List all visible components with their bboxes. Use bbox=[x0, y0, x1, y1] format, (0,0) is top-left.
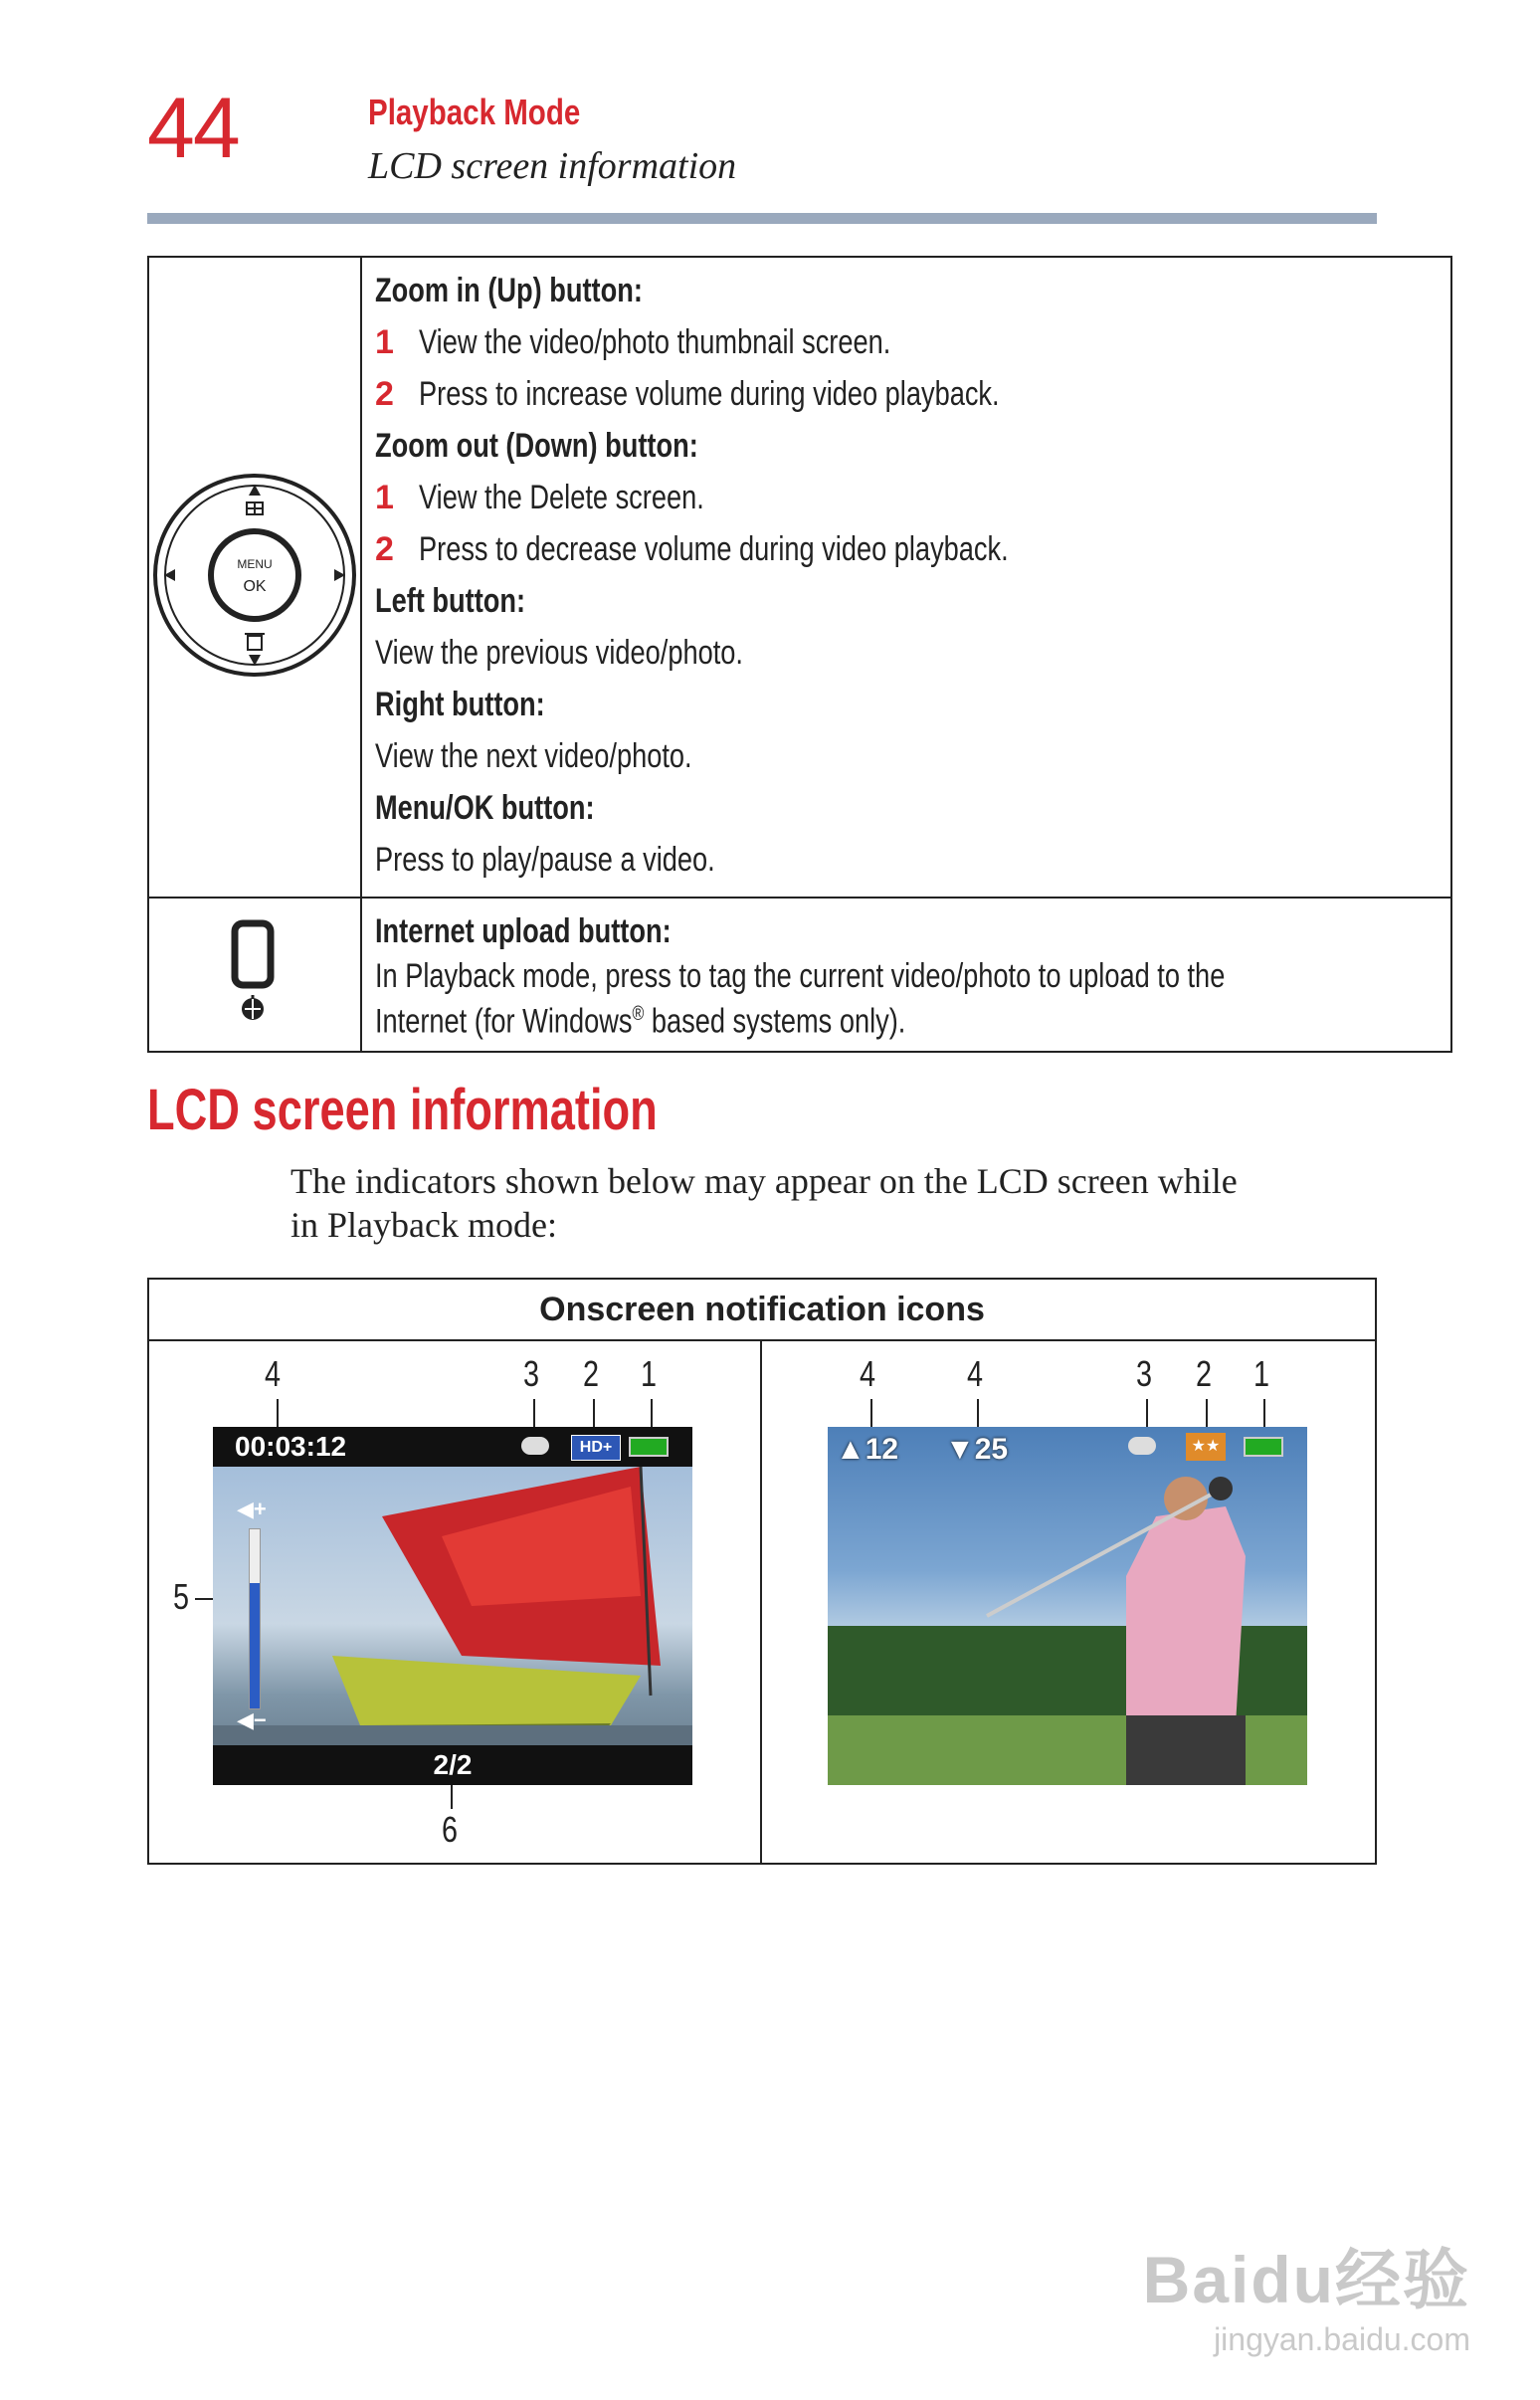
down-count: ▼25 bbox=[945, 1433, 1009, 1466]
dpad-icon-cell bbox=[148, 257, 361, 898]
hd-quality-badge: HD+ bbox=[571, 1435, 621, 1461]
zoom-in-item-2: Press to increase volume during video playback. bbox=[419, 375, 1000, 413]
right-leader-4b bbox=[977, 1399, 979, 1427]
zoom-out-heading: Zoom out (Down) button: bbox=[375, 427, 698, 465]
menu-label: MENU bbox=[237, 556, 273, 571]
dpad-icon bbox=[150, 471, 359, 680]
left-callout-2: 2 bbox=[583, 1353, 600, 1394]
right-callout-3: 3 bbox=[1136, 1353, 1153, 1394]
left-leader-3 bbox=[533, 1399, 535, 1427]
upload-icon-cell bbox=[148, 898, 361, 1052]
zoom-out-item-2: Press to decrease volume during video playback. bbox=[419, 530, 1009, 568]
left-leader-2 bbox=[593, 1399, 595, 1427]
left-bottom-bar bbox=[213, 1745, 692, 1785]
file-counter: 2/2 bbox=[433, 1749, 473, 1780]
page-number: 44 bbox=[147, 81, 239, 176]
right-callout-4a: 4 bbox=[860, 1353, 876, 1394]
notification-table-divider bbox=[760, 1339, 762, 1865]
upload-tag-icon-right bbox=[1128, 1437, 1156, 1455]
sailboat-photo bbox=[213, 1427, 692, 1785]
watermark bbox=[1143, 2227, 1470, 2358]
battery-icon-right bbox=[1244, 1437, 1283, 1457]
ok-label: OK bbox=[243, 577, 267, 595]
right-callout-4b: 4 bbox=[967, 1353, 984, 1394]
zoom-out-item-1: View the Delete screen. bbox=[419, 479, 704, 516]
right-leader-4a bbox=[870, 1399, 872, 1427]
left-callout-4: 4 bbox=[265, 1353, 282, 1394]
notification-table-heading: Onscreen notification icons bbox=[149, 1280, 1375, 1341]
upload-description bbox=[361, 898, 1451, 1052]
section-intro bbox=[290, 1159, 1385, 1247]
upload-tag-icon bbox=[521, 1437, 549, 1455]
chapter-title: Playback Mode bbox=[368, 92, 581, 132]
upload-text-line2a: Internet (for Windows bbox=[375, 1002, 633, 1041]
left-callout-6: 6 bbox=[442, 1809, 459, 1850]
volume-up-icon: ◀+ bbox=[237, 1497, 267, 1521]
watermark-url: jingyan.baidu.com bbox=[1214, 2321, 1470, 2357]
volume-level bbox=[250, 1583, 260, 1708]
controls-table bbox=[147, 256, 1452, 1053]
rating-icon: ★★ bbox=[1186, 1433, 1226, 1461]
upload-heading: Internet upload button: bbox=[375, 912, 672, 950]
left-text: View the previous video/photo. bbox=[375, 634, 743, 672]
battery-icon bbox=[629, 1437, 669, 1457]
right-text: View the next video/photo. bbox=[375, 737, 692, 775]
header-rule bbox=[147, 213, 1377, 224]
upload-text-line1: In Playback mode, press to tag the current video/photo to upload to the bbox=[375, 957, 1226, 995]
watermark-brand: Baidu经验 bbox=[1142, 2243, 1470, 2316]
menu-ok-heading: Menu/OK button: bbox=[375, 789, 595, 827]
zoom-in-heading: Zoom in (Up) button: bbox=[375, 272, 643, 309]
section-subtitle: LCD screen information bbox=[368, 145, 737, 187]
right-leader-3 bbox=[1146, 1399, 1148, 1427]
right-lcd-screen bbox=[828, 1427, 1307, 1785]
section-title: LCD screen information bbox=[147, 1078, 658, 1142]
upload-text-line2b: based systems only). bbox=[644, 1002, 906, 1041]
dpad-row bbox=[148, 257, 1451, 898]
notification-table bbox=[147, 1278, 1377, 1865]
left-heading: Left button: bbox=[375, 582, 526, 620]
registered-mark: ® bbox=[632, 1003, 645, 1025]
left-leader-4 bbox=[277, 1399, 279, 1427]
intro-line-2: in Playback mode: bbox=[290, 1205, 557, 1245]
right-callout-2: 2 bbox=[1196, 1353, 1213, 1394]
golfer-photo bbox=[828, 1427, 1307, 1785]
timecode: 00:03:12 bbox=[235, 1431, 347, 1462]
right-leader-2 bbox=[1206, 1399, 1208, 1427]
intro-line-1: The indicators shown below may appear on the LCD screen while bbox=[290, 1161, 1238, 1201]
volume-down-icon: ◀− bbox=[237, 1707, 267, 1732]
right-callout-1: 1 bbox=[1253, 1353, 1270, 1394]
upload-button-icon bbox=[225, 917, 285, 1027]
left-callout-3: 3 bbox=[523, 1353, 540, 1394]
right-heading: Right button: bbox=[375, 686, 545, 723]
dpad-description: Zoom in (Up) button: 1 View the video/photo thumbnail screen. 2 Press to increase volume during video playback. Zoom out (Down) button: 1 View the Delete screen. 2 Press to decrease volume during video playback. Left button: View the previous video/photo. Right button: View the next video/photo. Menu/OK button: Press to play/pause a video. bbox=[361, 257, 1451, 898]
left-leader-1 bbox=[651, 1399, 653, 1427]
up-count: ▲12 bbox=[836, 1433, 899, 1466]
zoom-in-item-1: View the video/photo thumbnail screen. bbox=[419, 323, 891, 361]
left-callout-5: 5 bbox=[173, 1576, 190, 1617]
volume-slider bbox=[249, 1528, 261, 1709]
left-lcd-screen bbox=[213, 1427, 692, 1785]
left-callout-1: 1 bbox=[641, 1353, 658, 1394]
menu-ok-text: Press to play/pause a video. bbox=[375, 841, 715, 879]
upload-row bbox=[148, 898, 1451, 1052]
left-leader-6 bbox=[451, 1785, 453, 1809]
right-leader-1 bbox=[1263, 1399, 1265, 1427]
